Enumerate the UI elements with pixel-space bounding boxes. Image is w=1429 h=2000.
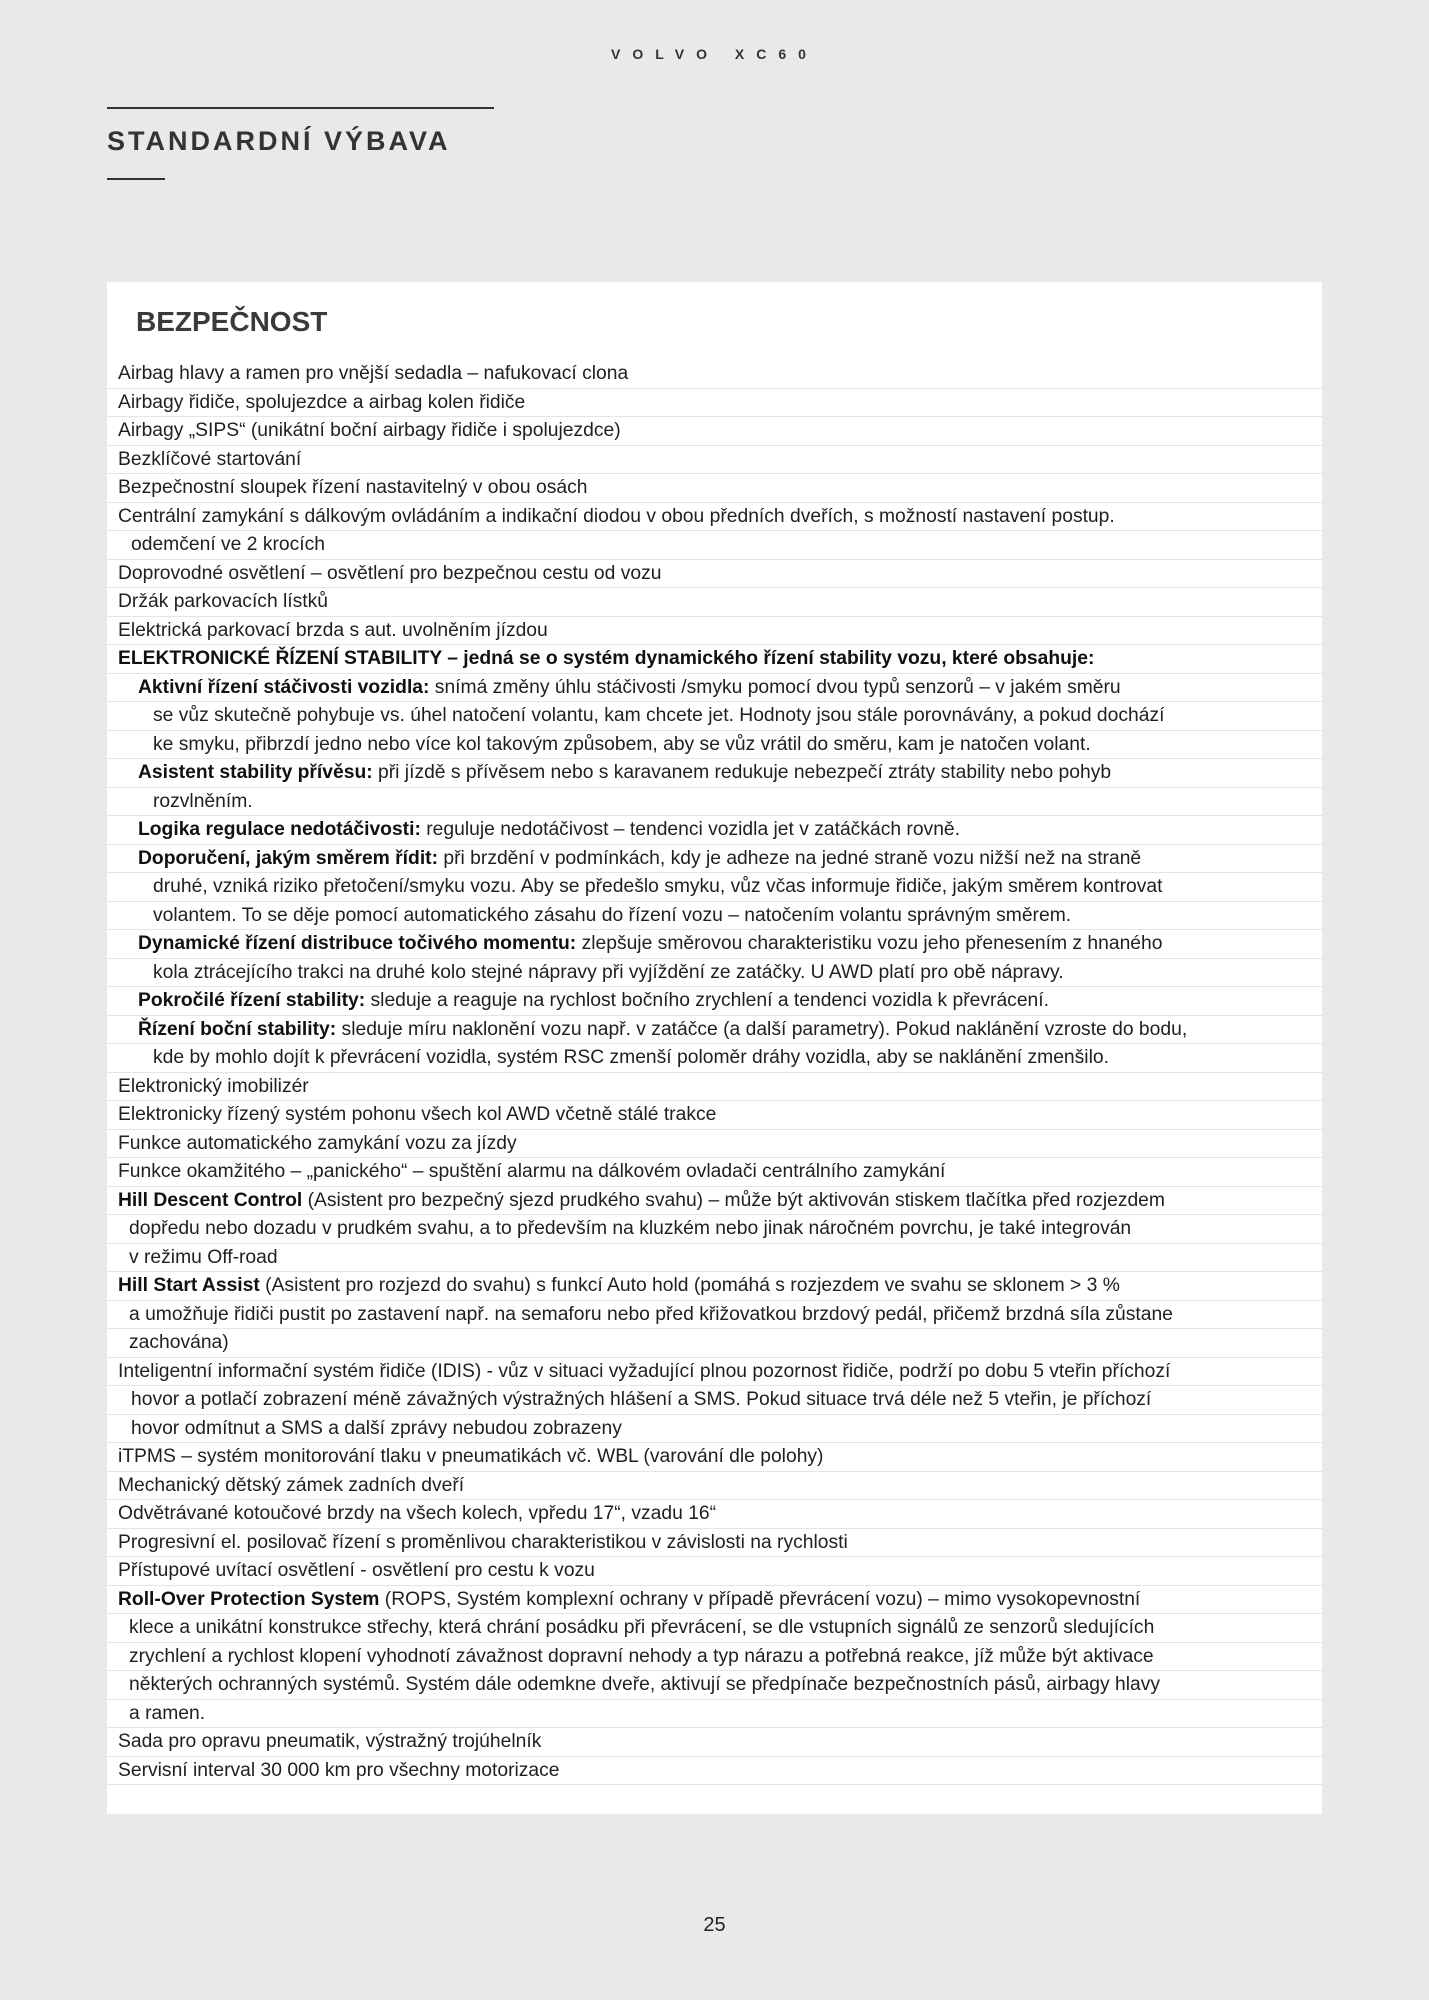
item-text: Bezpečnostní sloupek řízení nastavitelný v obou osách <box>118 477 588 498</box>
list-item <box>107 759 1322 788</box>
panel-title: BEZPEČNOST <box>136 306 328 337</box>
list-item <box>107 702 1322 731</box>
item-bold-label: Doporučení, jakým směrem řídit: <box>138 847 439 869</box>
list-item <box>107 1044 1322 1073</box>
list-item <box>107 1757 1322 1786</box>
list-item <box>107 1443 1322 1472</box>
list-item <box>107 389 1322 418</box>
list-item <box>107 1073 1322 1102</box>
item-text: druhé, vzniká riziko přetočení/smyku vozu. Aby se předešlo smyku, vůz včas informuje řidiče, jakým směrem kontrovat <box>153 876 1163 897</box>
item-text: Funkce automatického zamykání vozu za jízdy <box>118 1132 517 1154</box>
list-item <box>107 360 1322 389</box>
section-title-underline <box>107 178 165 180</box>
list-item <box>107 1614 1322 1643</box>
list-item <box>107 1671 1322 1700</box>
item-text: sleduje míru naklonění vozu např. v zatáčce (a další parametry). Pokud naklánění vzroste do bodu, <box>336 1018 1188 1040</box>
item-text: Airbagy „SIPS“ (unikátní boční airbagy řidiče i spolujezdce) <box>118 420 621 441</box>
item-text: Funkce okamžitého – „panického“ – spuštění alarmu na dálkovém ovladači centrálního zamykání <box>118 1161 946 1182</box>
list-item <box>107 873 1322 902</box>
item-text: a ramen. <box>129 1702 206 1724</box>
item-text: volantem. To se děje pomocí automatického zásahu do řízení vozu – natočením volantu správným směrem. <box>153 904 1072 926</box>
list-item <box>107 1187 1322 1216</box>
item-text: dopředu nebo dozadu v prudkém svahu, a to především na kluzkém nebo jinak náročném povrchu, je také integrován <box>129 1218 1132 1239</box>
item-text: v režimu Off-road <box>129 1246 278 1268</box>
item-text: zlepšuje směrovou charakteristiku vozu jeho přenesením z hnaného <box>576 933 1163 954</box>
item-text: Mechanický dětský zámek zadních dveří <box>118 1474 465 1496</box>
equipment-list <box>107 360 1322 1785</box>
item-bold-label: Řízení boční stability: <box>138 1018 337 1040</box>
item-text: některých ochranných systémů. Systém dále odemkne dveře, aktivují se předpínače bezpečnostních pásů, airbagy hlavy <box>129 1674 1161 1695</box>
list-item <box>107 987 1322 1016</box>
list-item <box>107 645 1322 674</box>
list-item <box>107 531 1322 560</box>
list-item <box>107 1016 1322 1045</box>
item-text: Servisní interval 30 000 km pro všechny motorizace <box>118 1759 560 1781</box>
item-text: Airbagy řidiče, spolujezdce a airbag kolen řidiče <box>118 391 526 413</box>
item-text: Přístupové uvítací osvětlení - osvětlení pro cestu k vozu <box>118 1560 595 1581</box>
item-text: zrychlení a rychlost klopení vyhodnotí závažnost dopravní nehody a typ nárazu a potřebná reakce, jíž může být aktivace <box>129 1645 1154 1667</box>
list-item <box>107 617 1322 646</box>
item-text: Airbag hlavy a ramen pro vnější sedadla – nafukovací clona <box>118 363 629 384</box>
item-text: kola ztrácejícího trakci na druhé kolo stejné nápravy při vyjíždění ze zatáčky. U AWD platí pro obě nápravy. <box>153 961 1064 983</box>
item-bold-label: Hill Descent Control <box>118 1189 303 1211</box>
list-item <box>107 674 1322 703</box>
item-bold-label: Hill Start Assist <box>118 1275 260 1296</box>
list-item <box>107 845 1322 874</box>
list-item <box>107 731 1322 760</box>
item-text: kde by mohlo dojít k převrácení vozidla, systém RSC zmenší poloměr dráhy vozidla, aby se naklánění zmenšilo. <box>153 1047 1109 1068</box>
item-bold-label: Pokročilé řízení stability: <box>138 990 366 1011</box>
page-number: 25 <box>703 1914 726 1936</box>
item-text: a umožňuje řidiči pustit po zastavení např. na semaforu nebo před křižovatkou brzdový pedál, přičemž brzdná síla zůstane <box>129 1303 1173 1325</box>
list-item <box>107 1643 1322 1672</box>
item-bold-label: Aktivní řízení stáčivosti vozidla: <box>138 676 430 698</box>
item-bold-label: Logika regulace nedotáčivosti: <box>138 819 421 840</box>
list-item <box>107 1386 1322 1415</box>
list-item <box>107 1586 1322 1615</box>
item-text: (Asistent pro rozjezd do svahu) s funkcí Auto hold (pomáhá s rozjezdem ve svahu se sklonem > 3 % <box>259 1275 1120 1296</box>
item-text: reguluje nedotáčivost – tendenci vozidla jet v zatáčkách rovně. <box>420 819 960 840</box>
item-text: Bezklíčové startování <box>118 448 302 470</box>
list-item <box>107 930 1322 959</box>
item-text: ke smyku, přibrzdí jedno nebo více kol takovým způsobem, aby se vůz vrátil do směru, kam je natočen volant. <box>153 733 1091 755</box>
list-item <box>107 1472 1322 1501</box>
list-item <box>107 1728 1322 1757</box>
list-item <box>107 417 1322 446</box>
list-item <box>107 1130 1322 1159</box>
list-item <box>107 959 1322 988</box>
item-text: odemčení ve 2 krocích <box>131 534 325 555</box>
item-text: rozvlněním. <box>153 790 253 812</box>
list-item <box>107 503 1322 532</box>
item-text: (Asistent pro bezpečný sjezd prudkého svahu) – může být aktivován stiskem tlačítka před rozjezdem <box>302 1189 1165 1211</box>
item-text: iTPMS – systém monitorování tlaku v pneumatikách vč. WBL (varování dle polohy) <box>118 1446 824 1467</box>
list-item <box>107 788 1322 817</box>
item-text: Držák parkovacích lístků <box>118 591 329 612</box>
item-bold-label: ELEKTRONICKÉ ŘÍZENÍ STABILITY – jedná se o systém dynamického řízení stability vozu, které obsahuje: <box>118 648 1095 669</box>
list-item <box>107 474 1322 503</box>
item-bold-label: Roll-Over Protection System <box>118 1588 380 1610</box>
item-text: při brzdění v podmínkách, kdy je adheze na jedné straně vozu nižší než na straně <box>438 847 1142 869</box>
list-item <box>107 1244 1322 1273</box>
list-item <box>107 1101 1322 1130</box>
list-item <box>107 588 1322 617</box>
list-item <box>107 1358 1322 1387</box>
list-item <box>107 1215 1322 1244</box>
list-item <box>107 1529 1322 1558</box>
item-bold-label: Asistent stability přívěsu: <box>138 762 373 783</box>
item-text: Doprovodné osvětlení – osvětlení pro bezpečnou cestu od vozu <box>118 562 662 584</box>
item-bold-label: Dynamické řízení distribuce točivého momentu: <box>138 933 577 954</box>
item-text: při jízdě s přívěsem nebo s karavanem redukuje nebezpečí ztráty stability nebo pohyb <box>372 762 1112 783</box>
list-item <box>107 902 1322 931</box>
section-title: STANDARDNÍ VÝBAVA <box>107 126 451 156</box>
brand-header: VOLVO XC60 <box>611 46 818 62</box>
list-item <box>107 1415 1322 1444</box>
item-text: Odvětrávané kotoučové brzdy na všech kolech, vpředu 17“, vzadu 16“ <box>118 1503 717 1524</box>
item-text: se vůz skutečně pohybuje vs. úhel natočení volantu, kam chcete jet. Hodnoty jsou stále porovnávány, a pokud dochází <box>153 705 1165 726</box>
item-text: snímá změny úhlu stáčivosti /smyku pomocí dvou typů senzorů – v jakém směru <box>429 676 1121 698</box>
item-text: (ROPS, Systém komplexní ochrany v případě převrácení vozu) – mimo vysokopevnostní <box>379 1588 1141 1610</box>
list-item <box>107 1301 1322 1330</box>
item-text: Elektrická parkovací brzda s aut. uvolněním jízdou <box>118 619 548 641</box>
list-item <box>107 1272 1322 1301</box>
list-item <box>107 560 1322 589</box>
item-text: Inteligentní informační systém řidiče (IDIS) - vůz v situaci vyžadující plnou pozornost řidiče, podrží po dobu 5 vteřin příchozí <box>118 1360 1171 1382</box>
equipment-panel <box>107 282 1322 1814</box>
item-text: Progresivní el. posilovač řízení s proměnlivou charakteristikou v závislosti na rychlosti <box>118 1531 848 1553</box>
item-text: Centrální zamykání s dálkovým ovládáním a indikační diodou v obou předních dveřích, s možností nastavení postup. <box>118 505 1115 527</box>
item-text: klece a unikátní konstrukce střechy, která chrání posádku při převrácení, se dle vstupních signálů ze senzorů sledujících <box>129 1617 1155 1638</box>
item-text: sleduje a reaguje na rychlost bočního zrychlení a tendenci vozidla k převrácení. <box>365 990 1049 1011</box>
item-text: Elektronický imobilizér <box>118 1075 309 1097</box>
list-item <box>107 1500 1322 1529</box>
header-rule <box>107 107 494 109</box>
list-item <box>107 1700 1322 1729</box>
list-item <box>107 1557 1322 1586</box>
item-text: hovor odmítnut a SMS a další zprávy nebudou zobrazeny <box>131 1417 622 1439</box>
list-item <box>107 816 1322 845</box>
list-item <box>107 1158 1322 1187</box>
list-item <box>107 446 1322 475</box>
list-item <box>107 1329 1322 1358</box>
item-text: Elektronicky řízený systém pohonu všech kol AWD včetně stálé trakce <box>118 1104 717 1125</box>
item-text: hovor a potlačí zobrazení méně závažných výstražných hlášení a SMS. Pokud situace trvá déle než 5 vteřin, je příchozí <box>131 1389 1152 1410</box>
item-text: zachována) <box>129 1332 229 1353</box>
item-text: Sada pro opravu pneumatik, výstražný trojúhelník <box>118 1731 542 1752</box>
